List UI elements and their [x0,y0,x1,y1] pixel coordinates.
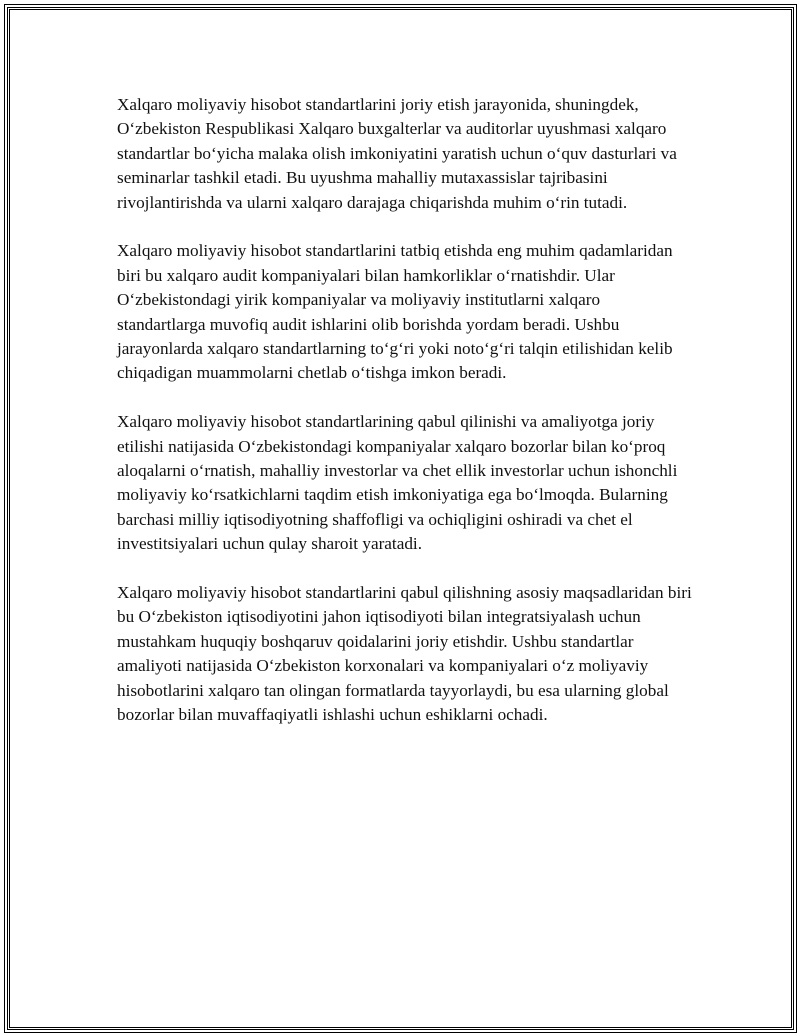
paragraph-3: Xalqaro moliyaviy hisobot standartlarining qabul qilinishi va amaliyotga joriy etilishi natijasida O‘zbekistondagi kompaniyalar xalqaro bozorlar bilan ko‘proq aloqalarni o‘rnatish, mahalliy investorlar va chet ellik investorlar uchun ishonchli moliyaviy ko‘rsatkichlarni taqdim etish imkoniyatiga ega bo‘lmoqda. Bularning barchasi milliy iqtisodiyotning shaffofligi va ochiqligini oshiradi va chet el investitsiyalari uchun qulay sharoit yaratadi. [117,412,678,554]
document-body [117,93,692,752]
paragraph-2: Xalqaro moliyaviy hisobot standartlarini tatbiq etishda eng muhim qadamlaridan biri bu xalqaro audit kompaniyalari bilan hamkorliklar o‘rnatishdir. Ular O‘zbekistondagi yirik kompaniyalar va moliyaviy institutlarni xalqaro standartlarga muvofiq audit ishlarini olib borishda yordam beradi. Ushbu jarayonlarda xalqaro standartlarning to‘g‘ri yoki noto‘g‘ri talqin etilishidan kelib chiqadigan muammolarni chetlab o‘tishga imkon beradi. [117,241,673,383]
paragraph-1: Xalqaro moliyaviy hisobot standartlarini joriy etish jarayonida, shuningdek, O‘zbekiston Respublikasi Xalqaro buxgalterlar va auditorlar uyushmasi xalqaro standartlar bo‘yicha malaka olish imkoniyatini yaratish uchun o‘quv dasturlari va seminarlar tashkil etadi. Bu uyushma mahalliy mutaxassislar tajribasini rivojlantirishda va ularni xalqaro darajaga chiqarishda muhim o‘rin tutadi. [117,95,677,212]
paragraph-4: Xalqaro moliyaviy hisobot standartlarini qabul qilishning asosiy maqsadlaridan biri bu O‘zbekiston iqtisodiyotini jahon iqtisodiyoti bilan integratsiyalash uchun mustahkam huquqiy boshqaruv qoidalarini joriy etishdir. Ushbu standartlar amaliyoti natijasida O‘zbekiston korxonalari va kompaniyalari o‘z moliyaviy hisobotlarini xalqaro tan olingan formatlarda tayyorlaydi, bu esa ularning global bozorlar bilan muvaffaqiyatli ishlashi uchun eshiklarni ochadi. [117,583,692,725]
